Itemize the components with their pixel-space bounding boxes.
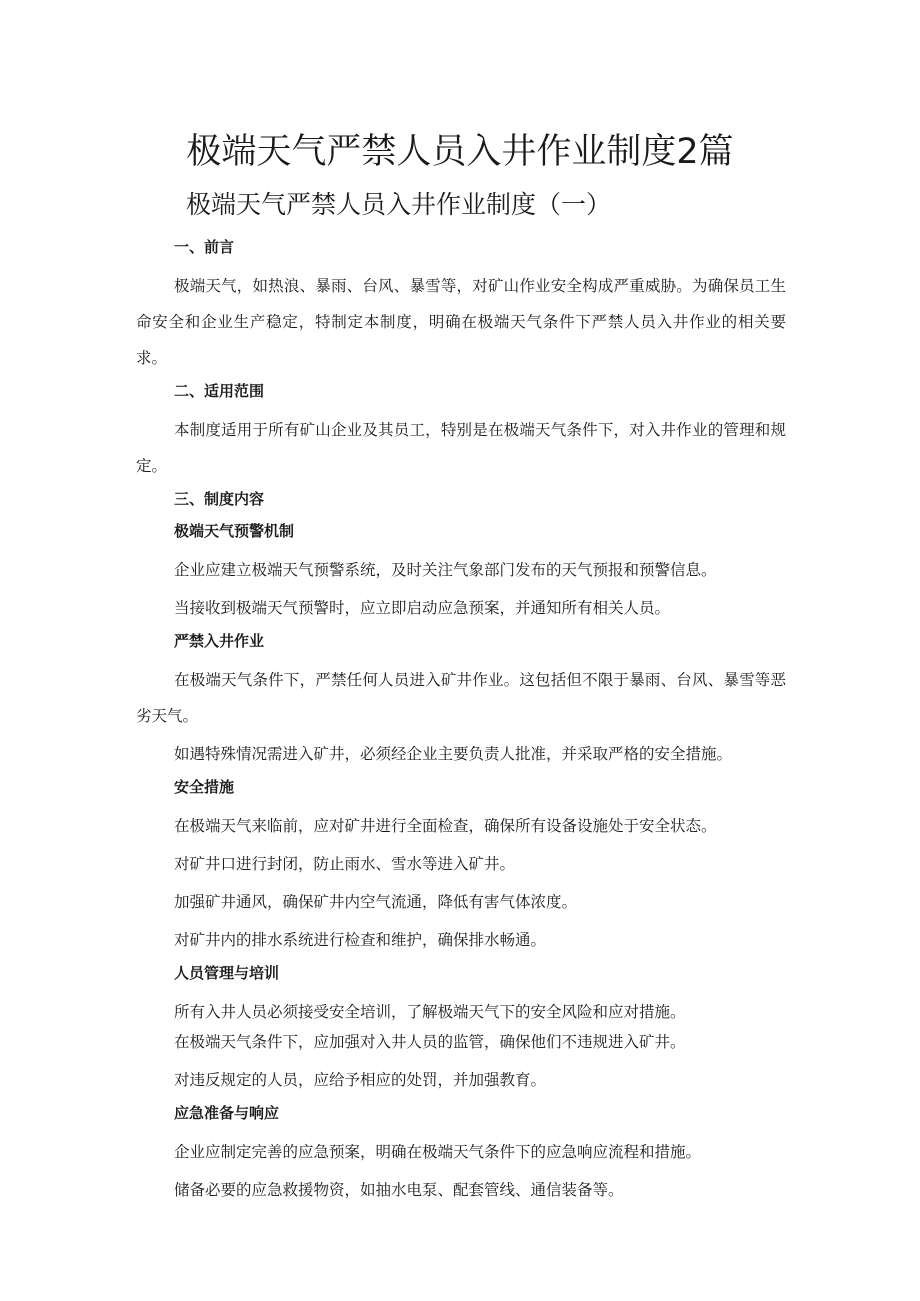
section-heading: 三、制度内容 (174, 490, 265, 508)
paragraph: 对矿井口进行封闭，防止雨水、雪水等进入矿井。 (174, 855, 516, 873)
paragraph: 当接收到极端天气预警时，应立即启动应急预案，并通知所有相关人员。 (174, 599, 671, 617)
subsection-heading: 严禁入井作业 (174, 632, 265, 650)
paragraph: 企业应制定完善的应急预案，明确在极端天气条件下的应急响应流程和措施。 (174, 1143, 702, 1161)
section-heading: 二、适用范围 (174, 382, 265, 400)
subsection-heading: 极端天气预警机制 (174, 522, 295, 540)
document-body (136, 232, 786, 1210)
paragraph: 如遇特殊情况需进入矿井，必须经企业主要负责人批准，并采取严格的安全措施。 (174, 745, 733, 763)
section-heading: 一、前言 (174, 238, 235, 256)
paragraph: 极端天气，如热浪、暴雨、台风、暴雪等，对矿山作业安全构成严重威胁。为确保员工生命安全和企业生产稳定，特制定本制度，明确在极端天气条件下严禁人员入井作业的相关要求。 (136, 277, 786, 367)
paragraph: 在极端天气来临前，应对矿井进行全面检查，确保所有设备设施处于安全状态。 (174, 817, 717, 835)
paragraph: 企业应建立极端天气预警系统，及时关注气象部门发布的天气预报和预警信息。 (174, 561, 717, 579)
paragraph: 加强矿井通风，确保矿井内空气流通，降低有害气体浓度。 (174, 893, 578, 911)
document-title: 极端天气严禁人员入井作业制度2篇 (186, 132, 734, 172)
paragraph: 对矿井内的排水系统进行检查和维护，确保排水畅通。 (174, 931, 547, 949)
paragraph: 所有入井人员必须接受安全培训，了解极端天气下的安全风险和应对措施。 (174, 1003, 686, 1021)
paragraph: 在极端天气条件下，应加强对入井人员的监管，确保他们不违规进入矿井。 (174, 1033, 686, 1051)
paragraph: 在极端天气条件下，严禁任何人员进入矿井作业。这包括但不限于暴雨、台风、暴雪等恶劣天气。 (136, 671, 786, 725)
paragraph: 本制度适用于所有矿山企业及其员工，特别是在极端天气条件下，对入井作业的管理和规定。 (136, 421, 786, 475)
document-subtitle: 极端天气严禁人员入井作业制度（一） (186, 190, 612, 219)
subsection-heading: 应急准备与响应 (174, 1104, 280, 1122)
paragraph: 储备必要的应急救援物资，如抽水电泵、配套管线、通信装备等。 (174, 1181, 624, 1199)
subsection-heading: 人员管理与培训 (174, 964, 280, 982)
subsection-heading: 安全措施 (174, 778, 235, 796)
paragraph: 对违反规定的人员，应给予相应的处罚，并加强教育。 (174, 1071, 547, 1089)
